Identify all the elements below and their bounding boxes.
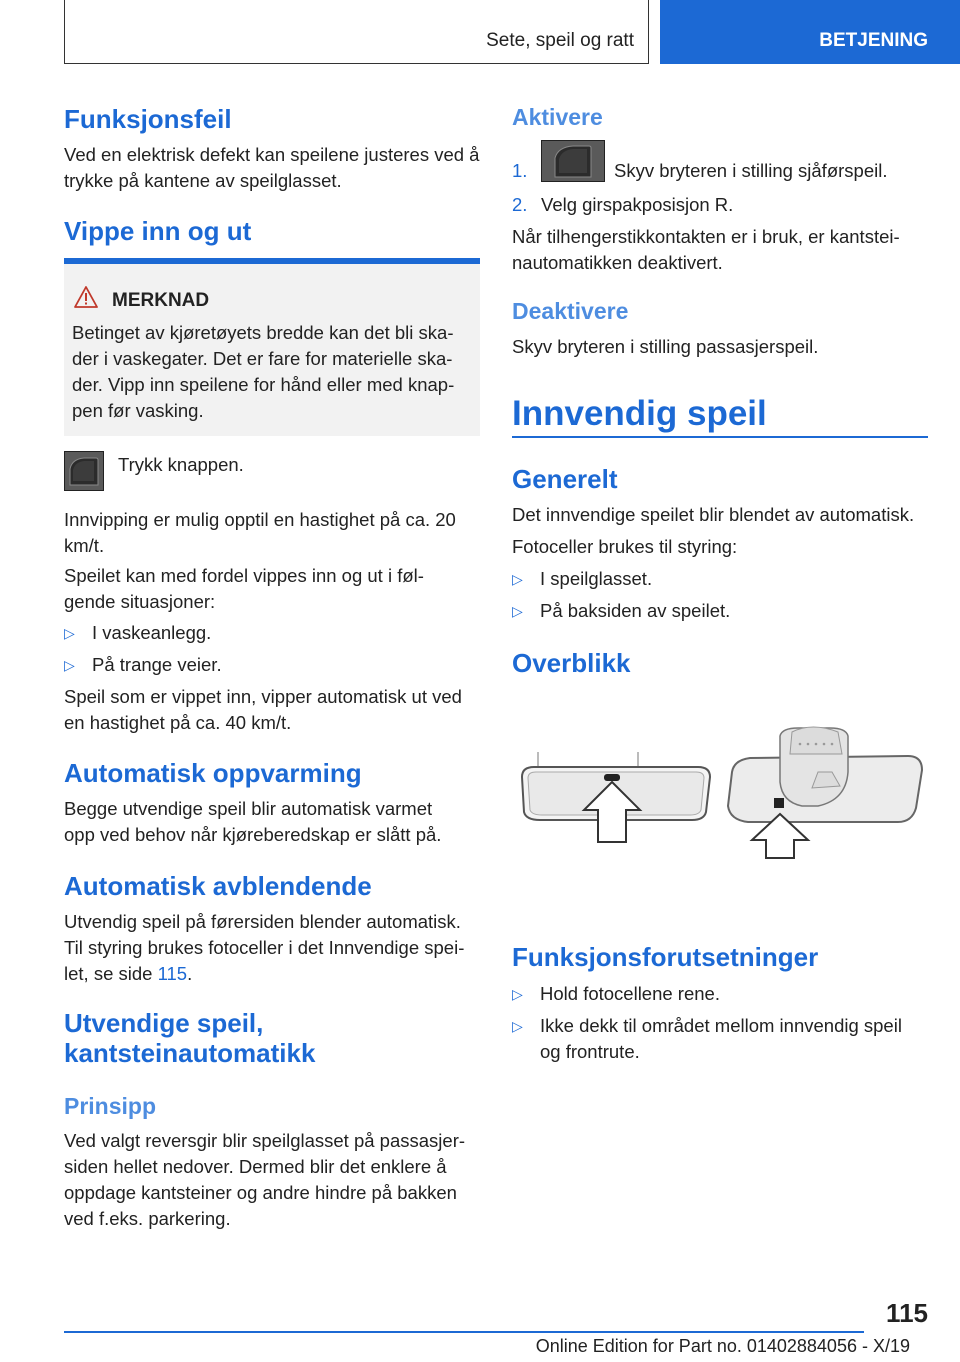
mirror-button-icon [64,451,104,491]
press-button-text: Trykk knappen. [118,454,244,475]
heading-utvendige-2: kantsteinautomatikk [64,1038,316,1068]
heading-funksjonsfeil: Funksjonsfeil [64,104,232,134]
paragraph-avblendende: Utvendig speil på førersiden blender automatisk. Til styring brukes fotoceller i det Innvendige speilet, se side 115. [64,911,465,984]
heading-rule [512,436,928,438]
paragraph-tilhenger: Når tilhengerstikkontakten er i bruk, er kantsteinautomatikken deaktivert. [512,226,900,273]
triangle-bullet-icon: ▷ [512,603,523,619]
triangle-bullet-icon: ▷ [512,986,523,1002]
paragraph-deaktivere: Skyv bryteren i stilling passasjerspeil. [512,336,819,357]
paragraph-vippet: Speil som er vippet inn, vipper automatisk ut ved en hastighet på ca. 40 km/t. [64,686,462,733]
paragraph-oppvarming: Begge utvendige speil blir automatisk varmet opp ved behov når kjøreberedskap er slått på. [64,798,442,845]
note-box [64,258,480,436]
triangle-bullet-icon: ▷ [512,571,523,587]
heading-aktivere: Aktivere [512,104,603,130]
warning-triangle-icon [74,286,98,308]
heading-utvendige-1: Utvendige speil, [64,1008,264,1038]
note-title: MERKNAD [112,290,210,311]
header-chapter-tab [660,0,960,64]
mirror-switch-icon [541,140,605,182]
paragraph-prinsipp: Ved valgt reversgir blir speilglasset på passasjersiden hellet nedover. Dermed blir det enklere å oppdage kantsteiner og andre hindre på bakken ved f.eks. parkering. [64,1130,466,1229]
footer-edition: Online Edition for Part no. 01402884056 - X/19 [535,1336,910,1356]
heading-prinsipp: Prinsipp [64,1093,157,1119]
paragraph-fotoceller: Fotoceller brukes til styring: [512,536,738,557]
mirror-illustration [512,722,928,868]
triangle-bullet-icon: ▷ [64,657,75,673]
note-body: Betinget av kjøretøyets bredde kan det bli skader i vaskegater. Det er fare for materielle skader. Vipp inn speilene for hånd eller med knappen før vasking. [72,322,455,421]
heading-overblikk: Overblikk [512,648,631,678]
step-number: 2. [512,194,528,215]
heading-generelt: Generelt [512,464,618,494]
page-number: 115 [886,1298,928,1328]
heading-avblendende: Automatisk avblendende [64,871,372,901]
step-number: 1. [512,160,528,181]
triangle-bullet-icon: ▷ [64,625,75,641]
paragraph-fordel: Speilet kan med fordel vippes inn og ut i følgende situasjoner: [64,565,424,612]
heading-deaktivere: Deaktivere [512,298,629,324]
header-section-box [64,0,649,64]
page-link[interactable]: 115 [157,963,188,984]
list-item-continuation: og frontrute. [540,1041,640,1062]
heading-forutsetninger: Funksjonsforutsetninger [512,942,819,972]
heading-innvendig: Innvendig speil [512,394,767,433]
header-section-title: Sete, speil og ratt [486,30,634,51]
header-chapter-title: BETJENING [819,30,928,51]
heading-vippe: Vippe inn og ut [64,216,252,246]
paragraph-generelt: Det innvendige speilet blir blendet av automatisk. [512,504,915,525]
paragraph-innvipping: Innvipping er mulig opptil en hastighet på ca. 20 km/t. [64,509,456,556]
footer-rule [64,1331,864,1333]
paragraph-funksjonsfeil: Ved en elektrisk defekt kan speilene justeres ved å trykke på kantene av speilglasset. [64,144,480,191]
step-text: Skyv bryteren i stilling sjåførspeil. [614,160,888,181]
triangle-bullet-icon: ▷ [512,1018,523,1034]
step-text: Velg girspakposisjon R. [541,194,734,215]
heading-oppvarming: Automatisk oppvarming [64,758,362,788]
